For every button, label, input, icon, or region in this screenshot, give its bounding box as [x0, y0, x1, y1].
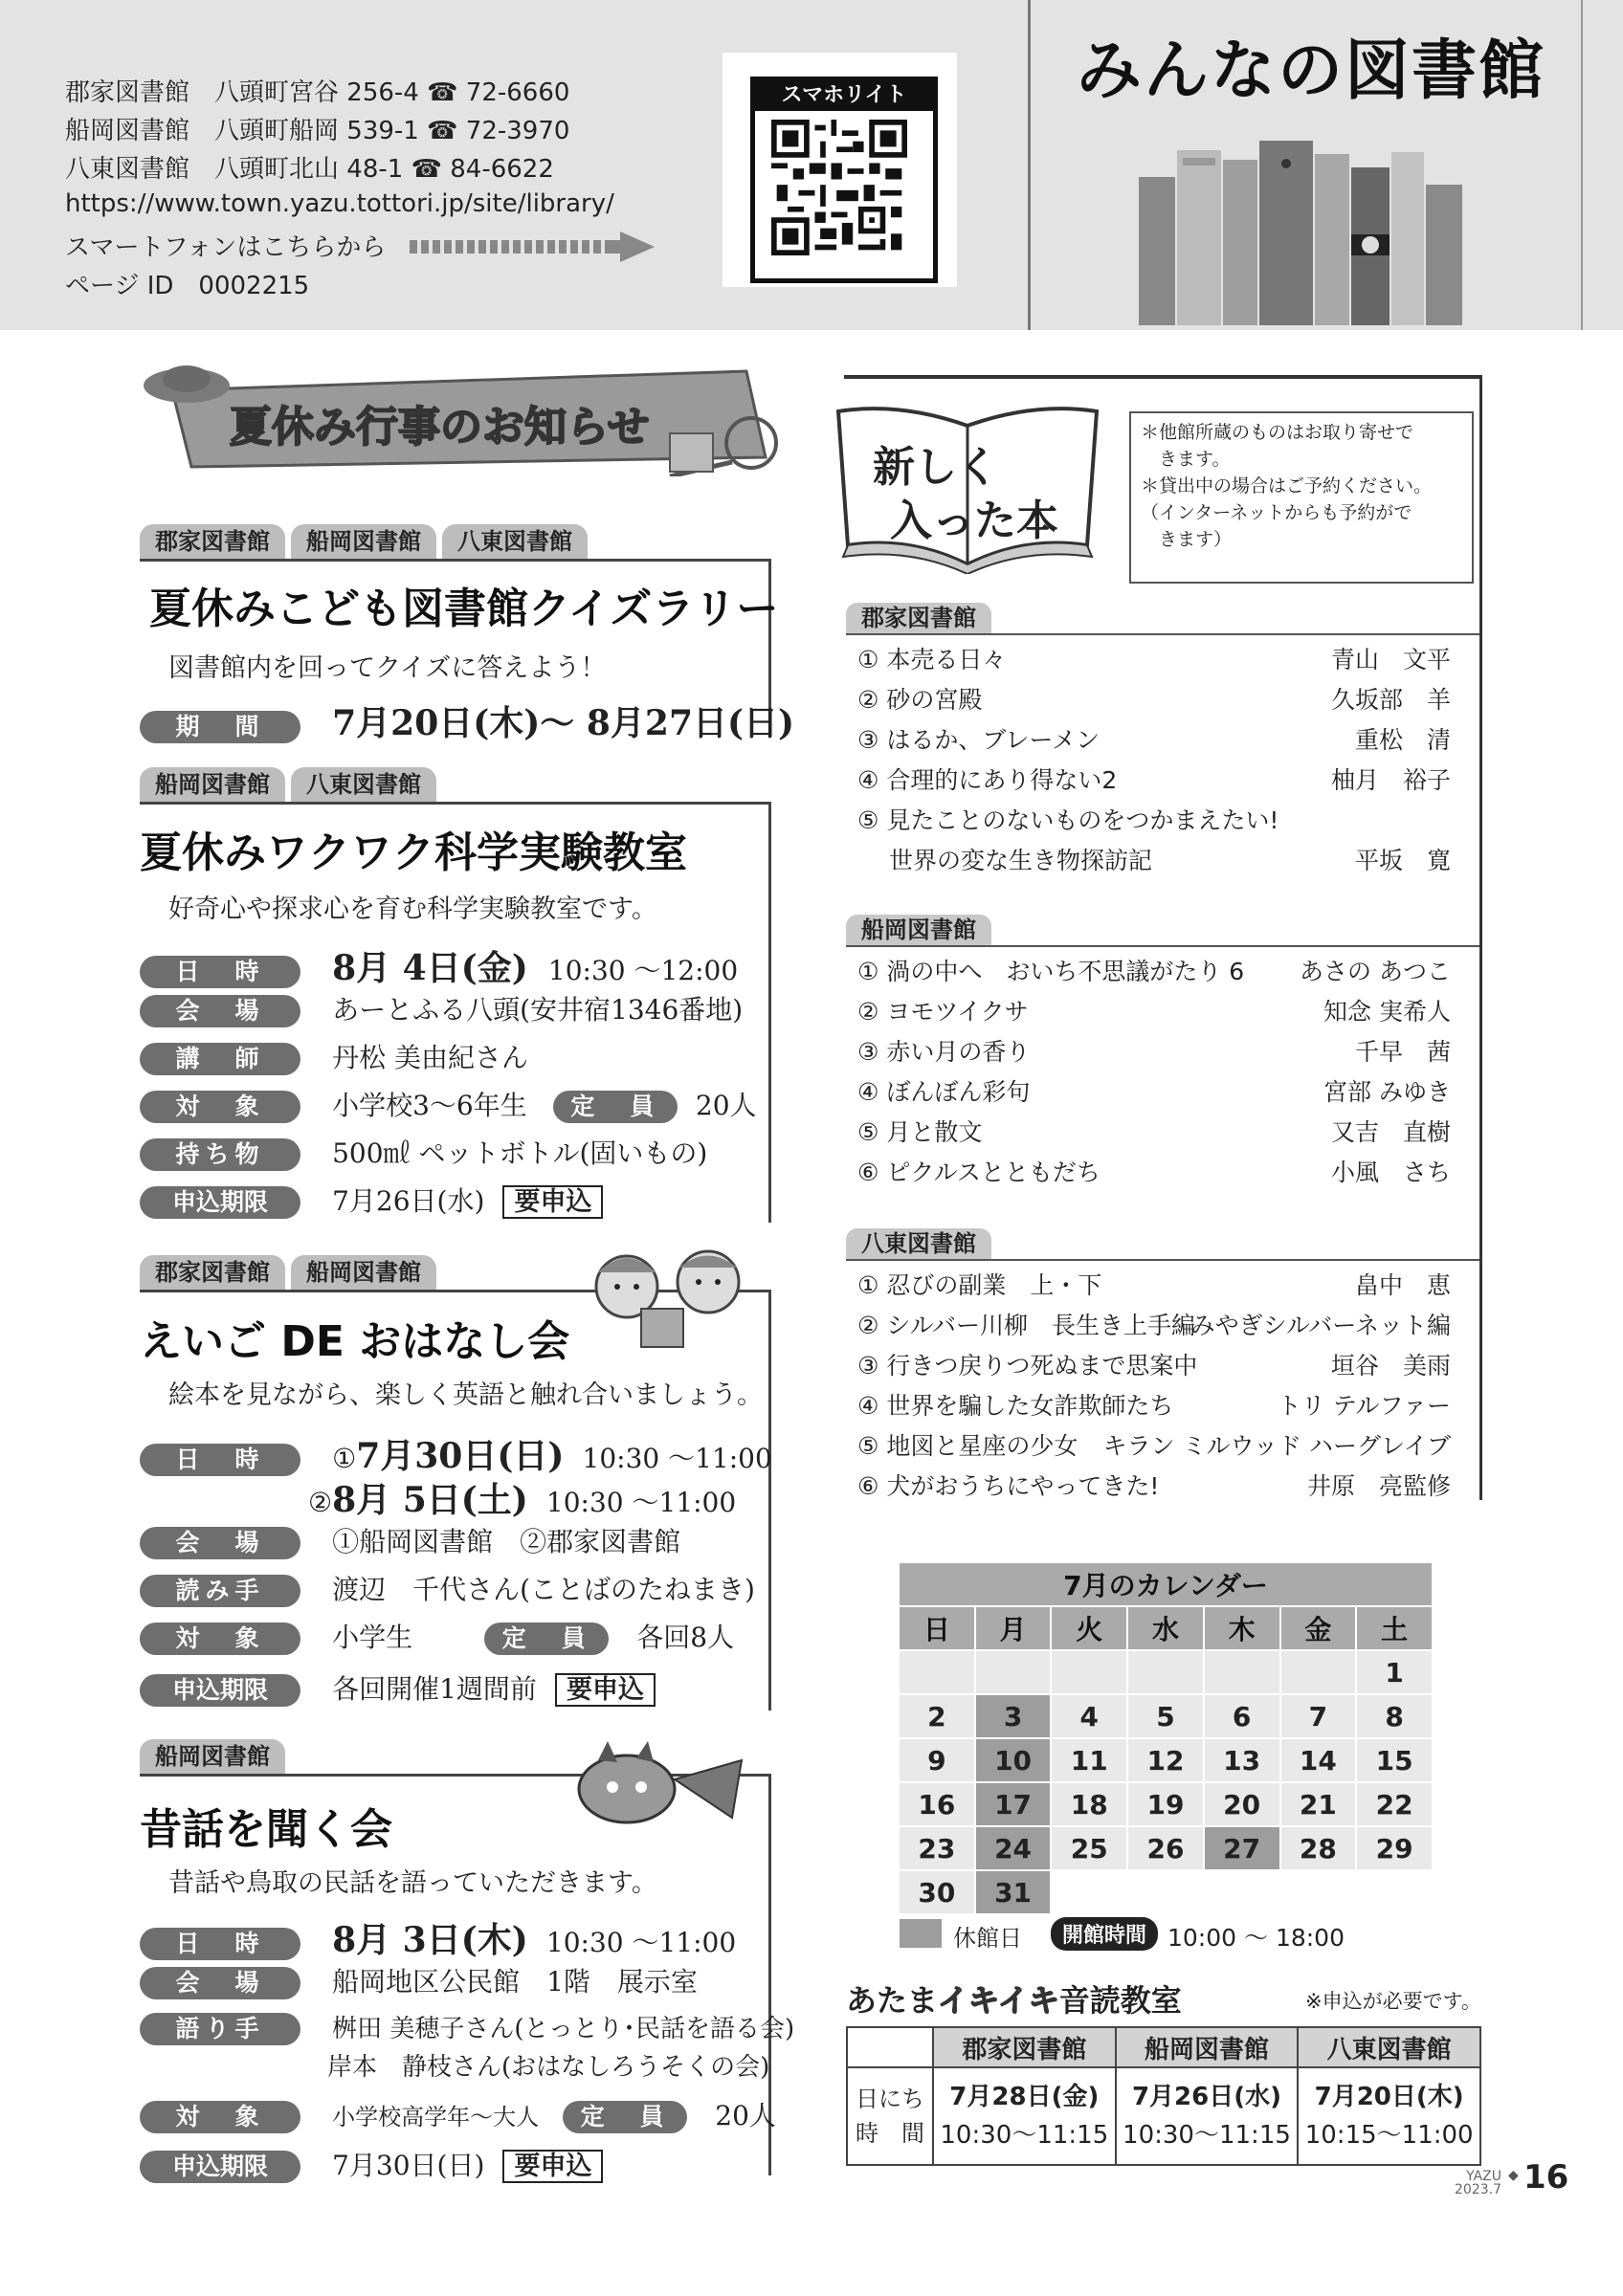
- science-date-row: [140, 941, 738, 990]
- label-date: 日にち: [856, 2086, 924, 2112]
- mukashi-teller-row: [140, 2009, 794, 2045]
- calendar-day-closed: 3: [975, 1694, 1052, 1738]
- footer-brand: [1455, 2170, 1501, 2197]
- science-belongings-row: [140, 1133, 707, 1171]
- reading-title-a: あたま: [846, 1982, 939, 2019]
- book-title: ① 本売る日々: [857, 646, 1007, 673]
- library-tag: 船岡図書館: [140, 1739, 285, 1774]
- calendar-week: [899, 1782, 1433, 1826]
- calendar-day: 25: [1051, 1826, 1127, 1870]
- calendar-day: 20: [1204, 1782, 1280, 1826]
- calendar-day: 2: [899, 1694, 975, 1738]
- book-title: ⑤ 月と散文: [857, 1118, 983, 1146]
- english-title: えいご DE おはなし会: [140, 1317, 570, 1366]
- quiz-period-row: [140, 696, 794, 745]
- english-reader-row: [140, 1569, 755, 1607]
- science-tags: [140, 767, 436, 802]
- calendar-day: 26: [1127, 1826, 1204, 1870]
- calendar-body: [899, 1650, 1433, 1914]
- weekday-header: 日: [899, 1606, 975, 1650]
- reading-time: 10:30～11:15: [940, 2121, 1109, 2150]
- book-author: 久坂部 羊: [1330, 686, 1451, 714]
- calendar-day: 29: [1356, 1826, 1433, 1870]
- section-rule: [140, 559, 771, 562]
- english-venue: ①船岡図書館 ②郡家図書館: [332, 1526, 681, 1557]
- english-target: 小学生: [332, 1622, 413, 1653]
- books-top-rule: [844, 375, 1481, 379]
- science-date: 8月 4日(金): [332, 948, 528, 988]
- page-number: 16: [1523, 2158, 1569, 2197]
- calendar-day: 4: [1051, 1694, 1127, 1738]
- lib-rule: [846, 1259, 1479, 1261]
- newbooks-lib-funaoka: [846, 915, 991, 945]
- quiz-desc: 図書館内を回ってクイズに答えよう！: [168, 653, 607, 683]
- science-target: 小学校3～6年生: [332, 1090, 527, 1121]
- calendar-day: [1204, 1650, 1280, 1694]
- book-author: 畠中 恵: [1354, 1271, 1451, 1299]
- calendar-day-closed: 10: [975, 1738, 1052, 1782]
- newbooks-heading-1: 新しく: [873, 443, 999, 492]
- english-date-2: 8月 5日(土): [332, 1480, 528, 1520]
- book-title: ③ 赤い月の香り: [857, 1038, 1031, 1066]
- science-venue: あーとふる八頭(安井宿1346番地): [332, 994, 744, 1026]
- mukashi-deadline-row: [140, 2145, 603, 2183]
- calendar-day: [1280, 1650, 1357, 1694]
- calendar-day-closed: 17: [975, 1782, 1052, 1826]
- english-deadline-row: [140, 1668, 656, 1707]
- book-author: 千早 茜: [1354, 1038, 1451, 1066]
- contact-funaoka: 船岡図書館 八頭町船岡 539-1 ☎ 72-3970: [65, 117, 570, 145]
- kids-illustration-icon: [574, 1244, 766, 1349]
- label-target: 対 象: [140, 2101, 300, 2133]
- label-reader: 読み手: [140, 1575, 300, 1607]
- calendar-day: 13: [1204, 1738, 1280, 1782]
- newbooks-lib-gunge: [846, 603, 991, 633]
- quiz-tags: [140, 524, 588, 559]
- reading-title: [846, 1976, 1182, 2020]
- calendar-day: 8: [1356, 1694, 1433, 1738]
- english-venue-row: [140, 1521, 680, 1559]
- book-author: 又吉 直樹: [1330, 1118, 1451, 1146]
- calendar-week: [899, 1694, 1433, 1738]
- note-line: きます。: [1141, 449, 1231, 470]
- calendar-day: [1051, 1650, 1127, 1694]
- label-target: 対 象: [140, 1091, 300, 1123]
- book-title: ① 忍びの副業 上・下: [857, 1271, 1102, 1299]
- newbooks-lib-hatto: [846, 1228, 991, 1259]
- calendar-week: [899, 1870, 1433, 1914]
- contact-hatto: 八東図書館 八頭町北山 48-1 ☎ 84-6622: [65, 155, 554, 184]
- english-capacity: 各回8人: [636, 1622, 735, 1653]
- calendar-day: 14: [1280, 1738, 1357, 1782]
- closed-legend: 休館日: [953, 1925, 1022, 1952]
- reading-date: 7月26日(水): [1131, 2083, 1281, 2111]
- calendar-weekdays: [899, 1606, 1433, 1650]
- weekday-header: 月: [975, 1606, 1052, 1650]
- library-tag: 郡家図書館: [846, 603, 991, 633]
- book-author: 知念 実希人: [1323, 998, 1451, 1026]
- book-title: ① 渦の中へ おいち不思議がたり 6: [857, 958, 1245, 985]
- label-belongings: 持ち物: [140, 1138, 300, 1171]
- science-title: 夏休みワクワク科学実験教室: [140, 828, 687, 877]
- science-lecturer-row: [140, 1037, 528, 1075]
- section-rule: [768, 802, 771, 1223]
- mukashi-teller-1: 桝田 美穂子さん(とっとり･民話を語る会): [332, 2015, 795, 2043]
- book-author: 小風 さち: [1330, 1159, 1451, 1186]
- calendar-day: [1051, 1870, 1127, 1914]
- calendar-day: [899, 1650, 975, 1694]
- mukashi-tags: [140, 1739, 285, 1774]
- date-index: ②: [308, 1487, 333, 1518]
- calendar-day: 11: [1051, 1738, 1127, 1782]
- mukashi-venue: 船岡地区公民館 1階 展示室: [332, 1966, 698, 1998]
- masthead-title: みんなの図書館: [1076, 33, 1545, 109]
- science-lecturer: 丹松 美由紀さん: [332, 1042, 528, 1073]
- reading-lib-header: 郡家図書館: [933, 2027, 1116, 2067]
- note-line: ＊他館所蔵のものはお取り寄せで: [1141, 422, 1414, 443]
- note-line: ＊貸出中の場合はご予約ください。: [1141, 475, 1433, 497]
- library-tag: 八東図書館: [442, 524, 588, 559]
- book-title: ④ ぼんぼん彩句: [857, 1078, 1031, 1106]
- label-date: 日 時: [140, 1444, 300, 1476]
- quiz-period: 7月20日(木)～ 8月27日(日): [332, 703, 795, 743]
- calendar-day: 21: [1280, 1782, 1357, 1826]
- lib-rule: [846, 633, 1479, 635]
- mukashi-target: 小学校高学年～大人: [332, 2104, 540, 2130]
- science-venue-row: [140, 989, 743, 1027]
- book-author: 重松 清: [1354, 726, 1451, 754]
- calendar-day: 7: [1280, 1694, 1357, 1738]
- book-author: キラン ミルウッド ハーグレイブ: [1102, 1432, 1451, 1460]
- books-side-rule: [1479, 375, 1482, 1500]
- label-teller: 語り手: [140, 2013, 300, 2045]
- book-author: 柚月 裕子: [1330, 766, 1451, 794]
- library-tag: 船岡図書館: [846, 915, 991, 945]
- reading-time: 10:15～11:00: [1304, 2121, 1474, 2150]
- science-desc: 好奇心や探求心を育む科学実験教室です。: [168, 894, 657, 924]
- english-time-2: 10:30 ～11:00: [545, 1487, 737, 1518]
- label-deadline: 申込期限: [140, 1186, 300, 1219]
- book-title: ③ はるか、ブレーメン: [857, 726, 1101, 754]
- phone-icon: ☎: [427, 78, 458, 107]
- weekday-header: 金: [1280, 1606, 1357, 1650]
- calendar-day: 19: [1127, 1782, 1204, 1826]
- phone-icon: ☎: [427, 117, 458, 145]
- label-period: 期 間: [140, 711, 300, 743]
- library-url[interactable]: https://www.town.yazu.tottori.jp/site/library/: [65, 189, 614, 218]
- note-line: きます）: [1141, 529, 1233, 550]
- mukashi-capacity: 20人: [715, 2100, 776, 2131]
- book-title: ② 砂の宮殿: [857, 686, 983, 714]
- open-hours: 10:00 ～ 18:00: [1167, 1924, 1345, 1952]
- reading-title-c: 音読教室: [1058, 1982, 1182, 2019]
- reading-title-b: イキイキ: [938, 1982, 1059, 2019]
- contact-gunge: 郡家図書館 八頭町宮谷 256-4 ☎ 72-6660: [65, 78, 570, 107]
- weekday-header: 木: [1204, 1606, 1280, 1650]
- book-author: 垣谷 美雨: [1330, 1352, 1451, 1380]
- book-title: ④ 合理的にあり得ない2: [857, 766, 1118, 794]
- calendar-day: 16: [899, 1782, 975, 1826]
- book-title: ② シルバー川柳 長生き上手編: [857, 1312, 1195, 1339]
- book-author: あさの あつこ: [1300, 958, 1451, 985]
- weekday-header: 土: [1356, 1606, 1433, 1650]
- calendar-day: 23: [899, 1826, 975, 1870]
- label-capacity: 定 員: [553, 1091, 678, 1123]
- library-tag: 八東図書館: [846, 1228, 991, 1259]
- calendar-day: 15: [1356, 1738, 1433, 1782]
- reading-lib-header: 八東図書館: [1298, 2027, 1480, 2067]
- library-tag: 船岡図書館: [140, 767, 285, 802]
- label-deadline: 申込期限: [140, 2151, 300, 2183]
- oni-illustration-icon: [560, 1741, 751, 1837]
- science-target-row: [140, 1085, 757, 1123]
- book-title: ⑤ 見たことのないものをつかまえたい!: [857, 806, 1279, 834]
- open-hours-label: 開館時間: [1051, 1917, 1158, 1951]
- label-venue: 会 場: [140, 995, 300, 1027]
- book-title: ⑥ 犬がおうちにやってきた!: [857, 1472, 1160, 1500]
- library-tag: 船岡図書館: [291, 524, 436, 559]
- label-venue: 会 場: [140, 1527, 300, 1559]
- header-divider: [1028, 0, 1031, 330]
- english-date2-row: [308, 1473, 736, 1522]
- science-capacity: 20人: [695, 1090, 757, 1121]
- book-title: ⑤ 地図と星座の少女: [857, 1432, 1078, 1460]
- mukashi-desc: 昔話や鳥取の民話を語っていただきます。: [168, 1868, 657, 1898]
- mukashi-title: 昔話を聞く会: [140, 1805, 392, 1854]
- reading-cell: [1298, 2067, 1480, 2165]
- science-deadline-row: [140, 1181, 603, 1219]
- apply-required-badge: 要申込: [502, 2150, 603, 2183]
- calendar-day: 22: [1356, 1782, 1433, 1826]
- book-title: ④ 世界を騙した女詐欺師たち: [857, 1392, 1174, 1420]
- mukashi-target-row: [140, 2095, 776, 2133]
- english-reader: 渡辺 千代さん(ことばのたねまき): [332, 1574, 755, 1605]
- label-capacity: 定 員: [563, 2101, 687, 2133]
- calendar-day-closed: 31: [975, 1870, 1052, 1914]
- calendar-title: 7月のカレンダー: [899, 1562, 1433, 1606]
- calendar-day: 6: [1204, 1694, 1280, 1738]
- smartphone-text: スマートフォンはこちらから: [65, 233, 387, 262]
- english-tags: [140, 1255, 436, 1290]
- qr-label: スマホリイト: [755, 80, 933, 111]
- book-title: 世界の変な生き物探訪記: [857, 847, 1152, 874]
- newbooks-heading-2: 入った本: [890, 497, 1058, 545]
- calendar-day-closed: 27: [1204, 1826, 1280, 1870]
- calendar-day: [1127, 1870, 1204, 1914]
- apply-required-badge: 要申込: [502, 1185, 603, 1219]
- science-time: 10:30 ～12:00: [547, 955, 739, 986]
- calendar-day: [1127, 1650, 1204, 1694]
- reading-date: 7月20日(木): [1314, 2083, 1464, 2111]
- library-tag: 郡家図書館: [140, 1255, 285, 1290]
- mukashi-date: 8月 3日(木): [332, 1920, 528, 1960]
- calendar-day: 18: [1051, 1782, 1127, 1826]
- calendar-day: 30: [899, 1870, 975, 1914]
- science-belongings: 500㎖ ペットボトル(固いもの): [332, 1137, 708, 1169]
- section-rule: [768, 1290, 771, 1711]
- banner-title: 夏休み行事のお知らせ: [230, 403, 650, 452]
- reading-note: ※申込が必要です。: [1305, 1990, 1481, 2013]
- english-target-row: [140, 1617, 734, 1655]
- lib-rule: [846, 945, 1479, 947]
- library-tag: 八東図書館: [291, 767, 436, 802]
- date-index: ①: [332, 1443, 357, 1474]
- reading-schedule-table: [846, 2026, 1481, 2166]
- label-target: 対 象: [140, 1623, 300, 1655]
- newbooks-note: [1129, 411, 1474, 584]
- english-date-row: [140, 1429, 772, 1478]
- arrow-right-icon: [410, 230, 658, 264]
- calendar-day: 12: [1127, 1738, 1204, 1782]
- page-id: ページ ID 0002215: [65, 272, 310, 300]
- calendar-day: 9: [899, 1738, 975, 1782]
- book-author: トリ テルファー: [1277, 1392, 1451, 1420]
- label-capacity: 定 員: [484, 1623, 609, 1655]
- calendar-day-closed: 24: [975, 1826, 1052, 1870]
- label-deadline: 申込期限: [140, 1674, 300, 1707]
- diamond-icon: ◆: [1508, 2168, 1519, 2183]
- calendar-day: 5: [1127, 1694, 1204, 1738]
- english-date-1: 7月30日(日): [356, 1436, 565, 1476]
- book-title: ③ 行きつ戻りつ死ぬまで思案中: [857, 1352, 1198, 1380]
- reading-lib-header: 船岡図書館: [1116, 2027, 1299, 2067]
- calendar-day: [975, 1650, 1052, 1694]
- book-author: 青山 文平: [1330, 646, 1451, 673]
- qr-code-icon[interactable]: [771, 120, 907, 255]
- july-calendar: [898, 1561, 1434, 1915]
- book-author: みやぎシルバーネット編: [1190, 1312, 1451, 1339]
- phone-icon: ☎: [411, 155, 442, 184]
- footer-issue: 2023.7: [1455, 2182, 1501, 2197]
- mukashi-time: 10:30 ～11:00: [545, 1927, 737, 1958]
- quiz-title: 夏休みこども図書館クイズラリー: [149, 585, 779, 633]
- reading-cell: [933, 2067, 1116, 2165]
- footer-brand-name: YAZU: [1466, 2169, 1501, 2184]
- english-deadline: 各回開催1週間前: [332, 1673, 537, 1705]
- book-title: ② ヨモツイクサ: [857, 998, 1029, 1026]
- weekday-header: 水: [1127, 1606, 1204, 1650]
- english-time-1: 10:30 ～11:00: [582, 1443, 772, 1474]
- section-rule: [140, 802, 771, 805]
- book-title: ⑥ ピクルスとともだち: [857, 1159, 1101, 1186]
- calendar-day: [1280, 1870, 1357, 1914]
- mukashi-venue-row: [140, 1961, 698, 1999]
- books-illustration-icon: [1139, 139, 1464, 325]
- label-date: 日 時: [140, 956, 300, 988]
- reading-row-label: [847, 2067, 933, 2165]
- label-venue: 会 場: [140, 1967, 300, 1999]
- calendar-week: [899, 1650, 1433, 1694]
- science-deadline: 7月26日(水): [332, 1185, 485, 1217]
- closed-legend-swatch: [900, 1919, 942, 1948]
- reading-date: 7月28日(金): [949, 2083, 1100, 2111]
- english-desc: 絵本を見ながら、楽しく英語と触れ合いましょう。: [168, 1380, 763, 1410]
- label-time: 時 間: [856, 2120, 924, 2147]
- book-author: 井原 亮監修: [1306, 1472, 1451, 1500]
- library-tag: 船岡図書館: [291, 1255, 436, 1290]
- mukashi-deadline: 7月30日(日): [332, 2150, 485, 2181]
- calendar-day: [1356, 1870, 1433, 1914]
- calendar-week: [899, 1826, 1433, 1870]
- weekday-header: 火: [1051, 1606, 1127, 1650]
- apply-required-badge: 要申込: [555, 1673, 656, 1707]
- calendar-week: [899, 1738, 1433, 1782]
- label-date: 日 時: [140, 1928, 300, 1960]
- book-author: 平坂 寛: [1354, 847, 1451, 874]
- book-author: 宮部 みゆき: [1323, 1078, 1451, 1106]
- calendar-day: 28: [1280, 1826, 1357, 1870]
- mukashi-teller-2: 岸本 静枝さん(おはなしろうそくの会): [327, 2053, 770, 2082]
- mukashi-date-row: [140, 1913, 736, 1962]
- reading-time: 10:30～11:15: [1123, 2121, 1291, 2150]
- reading-cell: [1116, 2067, 1299, 2165]
- corner-cell: [847, 2027, 933, 2067]
- note-line: （インターネットからも予約がで: [1141, 502, 1412, 523]
- calendar-day: 1: [1356, 1650, 1433, 1694]
- calendar-day: [1204, 1870, 1280, 1914]
- library-tag: 郡家図書館: [140, 524, 285, 559]
- label-lecturer: 講 師: [140, 1043, 300, 1075]
- header-divider: [1581, 0, 1583, 330]
